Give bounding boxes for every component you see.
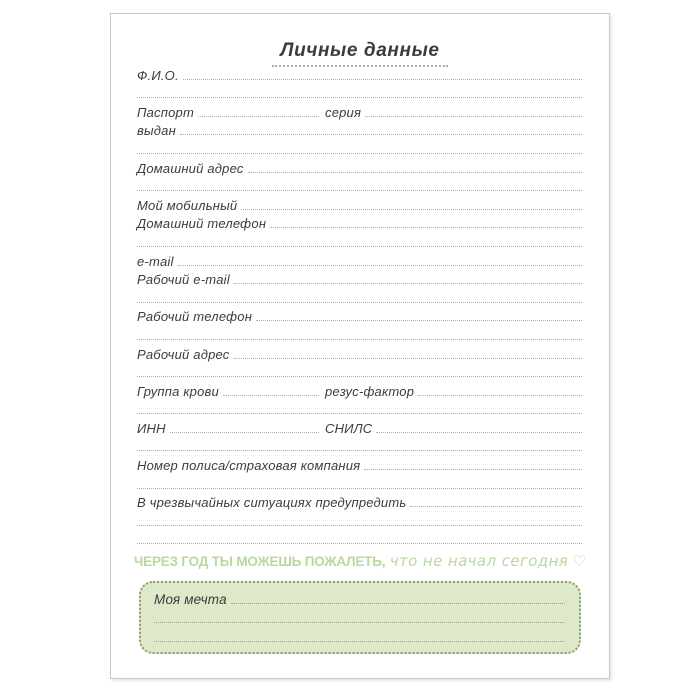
field-input-line[interactable] [137, 543, 582, 544]
field-input-line[interactable] [137, 376, 582, 377]
field-input-line[interactable] [231, 603, 565, 604]
field-first-column [137, 421, 319, 436]
form-row-blank-9 [137, 436, 583, 455]
field-first-column [137, 384, 319, 399]
field-input-line[interactable] [137, 525, 582, 526]
motivational-quote [111, 552, 609, 571]
field-first-column [137, 105, 319, 120]
field-input-line[interactable] [376, 432, 582, 433]
field-label: Группа крови [137, 383, 219, 399]
my-dream-box [139, 581, 581, 654]
quote-script-text: что не начал сегодня [389, 552, 569, 570]
field-label: серия [325, 104, 362, 120]
page-title: Личные данные [272, 40, 447, 67]
field-label: Рабочий адрес [137, 346, 230, 362]
field-input-line[interactable] [137, 246, 582, 247]
field-input-line[interactable] [248, 172, 582, 173]
form-row-blank-3 [137, 176, 583, 195]
field-label: Рабочий e-mail [137, 272, 230, 288]
field-input-line[interactable] [137, 488, 582, 489]
form-row-insurance-policy [137, 454, 583, 473]
form-row-passport-issued [137, 120, 583, 139]
field-label: СНИЛС [325, 420, 373, 436]
form-row-work-email [137, 269, 583, 288]
form-row-blank-12 [137, 529, 583, 548]
form-row-my-dream-blank-2 [154, 626, 566, 645]
field-input-line[interactable] [198, 116, 319, 117]
form-row-blank-6 [137, 324, 583, 343]
field-input-line[interactable] [154, 641, 565, 642]
personal-data-form [137, 64, 583, 547]
form-row-home-address [137, 157, 583, 176]
form-row-my-dream-blank-1 [154, 607, 566, 626]
field-input-line[interactable] [170, 432, 319, 433]
form-row-blank-8 [137, 399, 583, 418]
field-input-line[interactable] [137, 413, 582, 414]
form-row-blank-2 [137, 138, 583, 157]
field-label: Ф.И.О. [137, 67, 179, 83]
field-input-line[interactable] [137, 302, 582, 303]
form-row-blank-7 [137, 362, 583, 381]
page-header [111, 40, 609, 67]
field-label: Домашний телефон [137, 216, 267, 232]
form-row-blank-10 [137, 473, 583, 492]
form-row-inn-snils [137, 417, 583, 436]
field-label: Домашний адрес [137, 160, 244, 176]
field-input-line[interactable] [154, 622, 565, 623]
field-label: Рабочий телефон [137, 309, 253, 325]
quote-caps-text: ЧЕРЕЗ ГОД ТЫ МОЖЕШЬ ПОЖАЛЕТЬ, [133, 554, 386, 569]
field-label: e-mail [137, 253, 174, 269]
form-row-passport [137, 101, 583, 120]
field-input-line[interactable] [137, 97, 582, 98]
field-input-line[interactable] [418, 395, 582, 396]
field-input-line[interactable] [241, 209, 582, 210]
field-label: Моя мечта [154, 592, 227, 607]
form-row-work-phone [137, 306, 583, 325]
form-row-email [137, 250, 583, 269]
field-input-line[interactable] [256, 320, 582, 321]
form-row-blank-11 [137, 510, 583, 529]
form-row-blank-1 [137, 83, 583, 102]
form-row-my-dream [154, 588, 566, 607]
field-input-line[interactable] [234, 358, 583, 359]
field-input-line[interactable] [364, 469, 582, 470]
field-label: В чрезвычайных ситуациях предупредить [137, 495, 407, 511]
heart-icon: ♡ [572, 553, 587, 570]
field-input-line[interactable] [137, 450, 582, 451]
field-input-line[interactable] [137, 339, 582, 340]
form-row-blank-4 [137, 231, 583, 250]
form-row-mobile-phone [137, 194, 583, 213]
field-input-line[interactable] [180, 134, 582, 135]
field-label: резус-фактор [325, 383, 415, 399]
personal-data-page [110, 13, 610, 679]
form-row-blood-group [137, 380, 583, 399]
field-label: Мой мобильный [137, 197, 238, 213]
field-input-line[interactable] [234, 283, 582, 284]
field-label: выдан [137, 123, 176, 139]
field-input-line[interactable] [223, 395, 319, 396]
field-label: Номер полиса/страховая компания [137, 458, 361, 474]
field-input-line[interactable] [178, 265, 582, 266]
form-row-blank-5 [137, 287, 583, 306]
field-input-line[interactable] [270, 227, 582, 228]
field-input-line[interactable] [410, 506, 582, 507]
form-row-home-phone [137, 213, 583, 232]
field-input-line[interactable] [365, 116, 582, 117]
field-input-line[interactable] [137, 190, 582, 191]
form-row-work-address [137, 343, 583, 362]
form-row-fio [137, 64, 583, 83]
form-row-emergency-contact [137, 492, 583, 511]
field-input-line[interactable] [137, 153, 582, 154]
field-label: Паспорт [137, 104, 194, 120]
field-input-line[interactable] [183, 79, 582, 80]
field-label: ИНН [137, 420, 166, 436]
